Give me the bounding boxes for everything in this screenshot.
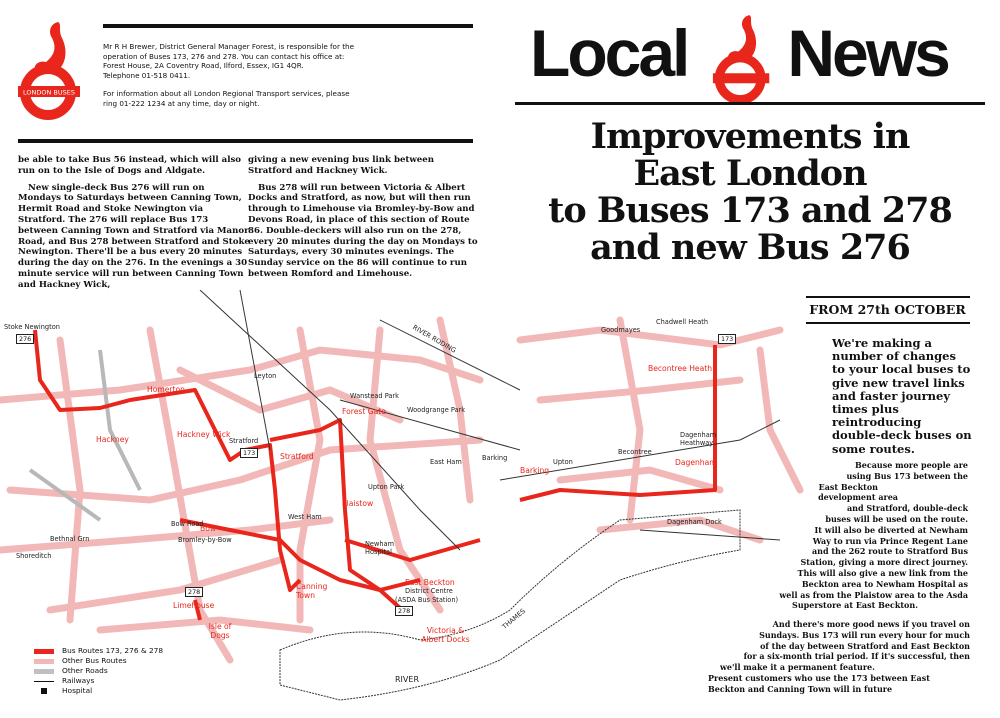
place-dagenham-heathway: Dagenham Heathway — [680, 431, 717, 447]
hospital-icon — [41, 688, 47, 694]
mid-rule — [18, 139, 473, 143]
river-label: RIVER — [395, 675, 420, 684]
place-docks: Victoria & Albert Docks — [421, 626, 470, 644]
place-east-ham: East Ham — [430, 458, 462, 466]
place-east-beckton: East Beckton — [405, 578, 455, 587]
place-bromley-by-bow: Bromley-by-Bow — [178, 536, 232, 544]
body-text-sunday: And there's more good news if you travel on Sundays. Bus 173 will run every hour for much of the day between Stratford and East Beckton for a six-month trial period. If it's successful, then we'll make it a permanent feature. Present customers who use the 173 between East Beckton and Canning Town will in future — [708, 619, 970, 694]
place-barking: Barking — [482, 454, 508, 462]
place-goodmayes: Goodmayes — [601, 326, 641, 334]
intro-text: We're making a number of changes to your local buses to give new travel links and faster journey times plus reintroducing double-deck buses on some routes. — [832, 336, 972, 456]
place-dagenham: Dagenham — [675, 458, 717, 467]
place-forest-gate: Forest Gate — [342, 407, 386, 416]
place-bethnal-green: Bethnal Grn — [50, 535, 90, 543]
place-wanstead-park: Wanstead Park — [350, 392, 399, 400]
body-text: Because more people are using Bus 173 between the East Beckton development area and Stratford, double-deck buses will be used on the route. It will also be diverted at Newham Way to run via Prince Regent Lane and the 262 route to Stratford Bus Station, giving a more direct journey. This will also give a new link from the Beckton area to Newham Hospital as well as from the Plaistow area to the Asda Superstore at East Beckton. — [779, 460, 968, 611]
river-roding: RIVER RODING — [411, 323, 458, 355]
place-isle-of-dogs: Isle of Dogs — [208, 622, 232, 640]
place-upton: Upton — [553, 458, 573, 466]
route-box: 173 — [718, 334, 736, 344]
headline: Improvements in East London to Buses 173 and 278 and new Bus 276 — [548, 116, 952, 268]
route-box: 278 — [395, 606, 413, 616]
place-chadwell-heath: Chadwell Heath — [656, 318, 709, 326]
place-canning-town: Canning Town — [296, 582, 328, 600]
place-woodgrange-park: Woodgrange Park — [407, 406, 466, 414]
masthead-logo — [706, 6, 778, 106]
place-district-centre: District Centre — [405, 587, 453, 595]
from-date: FROM 27th OCTOBER — [809, 302, 966, 317]
masthead: Local News — [530, 16, 948, 90]
thames-label: THAMES — [500, 607, 527, 631]
place-stoke-newington: Stoke Newington — [4, 323, 60, 331]
contact-info: Mr R H Brewer, District General Manager Forest, is responsible for the operation of Buses 173, 276 and 278. You can contact his office at: Forest House, 2A Coventry Road, Ilford, Essex, IG1 4QR. Telephone 01-518 0411. For information about all London Regional Transport services, please ring 01-222 1234 at any time, day or night. — [103, 42, 354, 108]
top-rule — [103, 24, 473, 28]
place-homerton: Homerton — [147, 385, 185, 394]
place-dagenham-dock: Dagenham Dock — [667, 518, 722, 526]
legend-item: Railways — [34, 676, 163, 686]
legend-item: Hospital — [34, 686, 163, 696]
place-west-ham: West Ham — [288, 513, 322, 521]
place-bow: Bow — [200, 524, 217, 533]
article-column-left: be able to take Bus 56 instead, which will also run on to the Isle of Dogs and Aldgate. New single-deck Bus 276 will run on Mondays to Saturdays between Canning Town, Hermit Road and Stoke Newington via Stratford. The 276 will replace Bus 173 between Canning Town and Stratford via Manor Road, and Bus 278 between Stratford and Stoke Newington. There'll be a bus every 20 minutes during the day on the 276. In the evenings a 30 minute service will run between Canning Town and Hackney Wick, — [18, 155, 250, 290]
route-box: 278 — [185, 587, 203, 597]
place-plaistow: Plaistow — [342, 499, 374, 508]
place-hackney-wick: Hackney Wick — [177, 430, 231, 439]
place-barking-red: Barking — [520, 466, 550, 475]
place-becontree: Becontree — [618, 448, 652, 456]
place-bow-road: Bow Road — [171, 520, 204, 528]
place-newham-hospital: Newham Hospital — [365, 540, 395, 556]
place-becontree-heath: Becontree Heath — [648, 364, 713, 373]
masthead-rule — [515, 102, 985, 105]
place-asda: (ASDA Bus Station) — [395, 596, 459, 604]
place-stratford-red: Stratford — [280, 452, 314, 461]
svg-text:LONDON BUSES: LONDON BUSES — [23, 88, 75, 97]
map-legend — [34, 646, 163, 696]
route-box: 173 — [240, 448, 258, 458]
route-box: 276 — [16, 334, 34, 344]
place-upton-park: Upton Park — [368, 483, 405, 491]
legend-item: Other Bus Routes — [34, 656, 163, 666]
article-column-right: giving a new evening bus link between Stratford and Hackney Wick. Bus 278 will run between Victoria & Albert Docks and Stratford, as now, but will then run through to Limehouse via Bromley-by-Bow and Devons Road, in place of this section of Route 86. Double-deckers will also run on the 278, every 20 minutes during the day on Mondays to Saturdays, every 30 minutes evenings. The Sunday service on the 86 will continue to run between Romford and Limehouse. — [248, 155, 478, 279]
legend-item: Other Roads — [34, 666, 163, 676]
place-hackney: Hackney — [96, 435, 129, 444]
place-stratford: Stratford — [229, 437, 259, 445]
from-rule-bottom — [806, 322, 970, 324]
from-rule-top — [806, 296, 970, 298]
legend-item: Bus Routes 173, 276 & 278 — [34, 646, 163, 656]
place-leyton: Leyton — [254, 372, 277, 380]
place-shoreditch: Shoreditch — [16, 552, 52, 560]
place-limehouse: Limehouse — [173, 601, 215, 610]
london-buses-logo — [16, 12, 84, 122]
